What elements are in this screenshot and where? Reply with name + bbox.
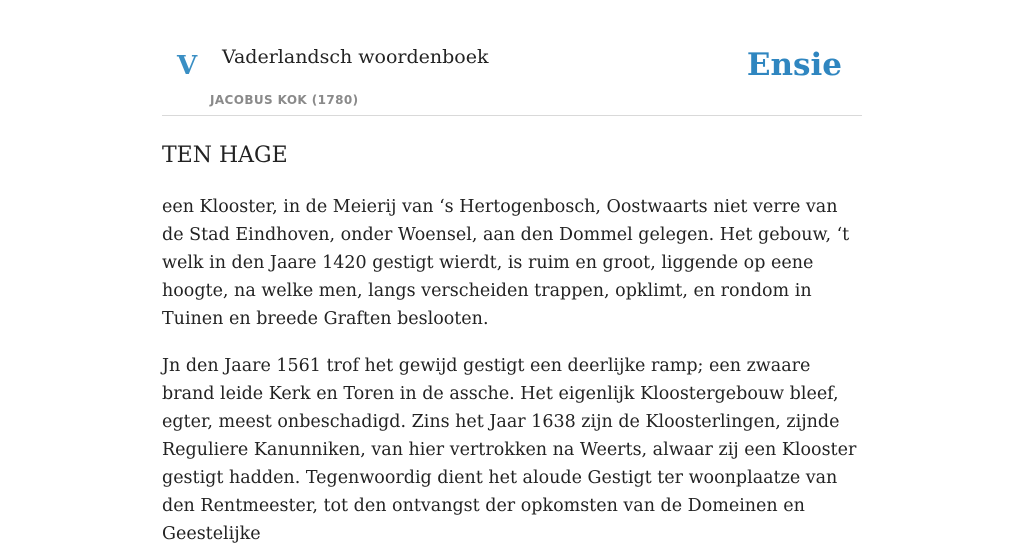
book-title-link[interactable]: Vaderlandsch woordenboek (222, 46, 489, 68)
article-page (162, 0, 862, 548)
entry-paragraph: een Klooster, in de Meierij van ‘s Hertogenbosch, Oostwaarts niet verre van de Stad Eindhoven, onder Woensel, aan den Dommel gelegen. Het gebouw, ‘t welk in den Jaare 1420 gestigt wierdt, is ruim en groot, liggende op eene hoogte, na welke men, langs verscheiden trappen, opklimt, en rondom in Tuinen en breede Graften beslooten. (162, 197, 850, 329)
entry-title: TEN HAGE (162, 143, 288, 168)
ensie-logo-link[interactable]: Ensie (746, 47, 842, 83)
index-letter[interactable]: V (177, 51, 198, 81)
entry-paragraph: Jn den Jaare 1561 trof het gewijd gestigt een deerlijke ramp; een zwaare brand leide Kerk en Toren in de assche. Het eigenlijk Kloostergebouw bleef, egter, meest onbeschadigd. Zins het Jaar 1638 zijn de Kloosterlingen, zijnde Reguliere Kanunniken, van hier vertrokken na Weerts, alwaar zij een Klooster gestigt hadden. Tegenwoordig dient het aloude Gestigt ter woonplaatze van den Rentmeester, tot den ontvangst der opkomsten van de Domeinen en Geestelijke (162, 356, 857, 544)
author-label: JACOBUS KOK (1780) (210, 93, 359, 107)
page-header (162, 0, 862, 116)
